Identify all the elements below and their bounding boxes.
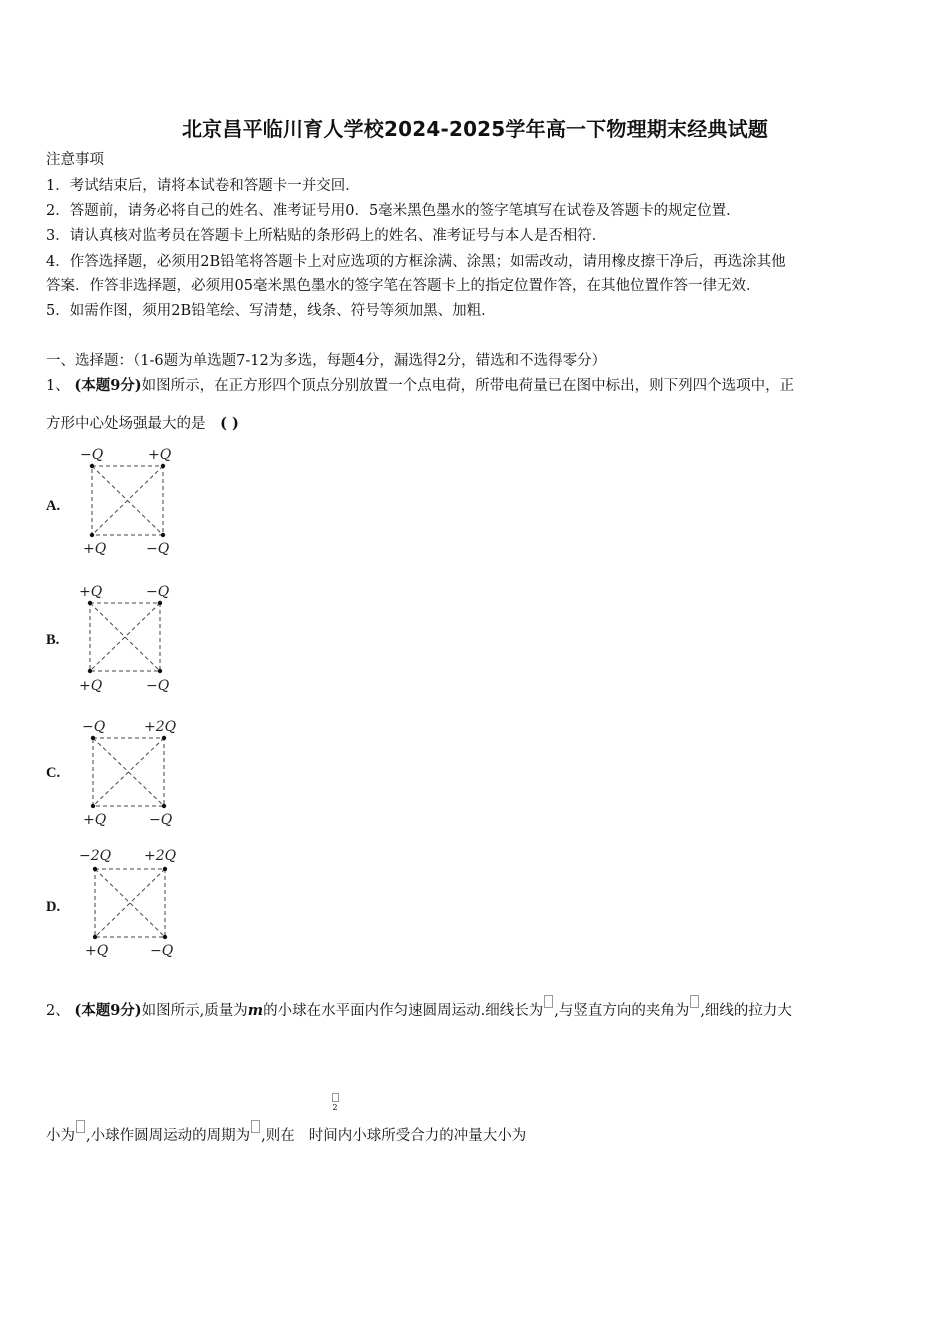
- charge-label: +Q: [83, 541, 107, 557]
- answer-bracket: ( ): [220, 415, 239, 432]
- charge-label: −2Q: [79, 848, 112, 864]
- option-d-label: D.: [46, 899, 61, 915]
- question-text: 的小球在水平面内作匀速圆周运动.细线长为: [263, 1003, 544, 1019]
- charge-label: +Q: [85, 943, 109, 959]
- charge-label: −Q: [146, 678, 170, 694]
- question-text: ,与竖直方向的夹角为: [554, 1003, 690, 1019]
- option-c-figure: [78, 714, 188, 829]
- formula-placeholder: [690, 995, 699, 1008]
- charge-label: −Q: [150, 943, 174, 959]
- option-c-label: C.: [46, 765, 61, 781]
- charge-label: −Q: [80, 447, 104, 463]
- question-2-line1: [46, 995, 792, 1021]
- section-heading: 一、选择题：（1-6题为单选题7-12为多选，每题4分，漏选得2分，错选和不选得零分）: [46, 353, 607, 369]
- fraction-formula: [330, 1093, 340, 1112]
- question-score: (本题9分): [74, 1002, 142, 1019]
- option-b-label: B.: [46, 632, 60, 648]
- charge-label: −Q: [149, 812, 173, 828]
- charge-label: +Q: [79, 584, 103, 600]
- notice-item: 2．答题前，请务必将自己的姓名、准考证号用0．5毫米黑色墨水的签字笔填写在试卷及答题卡的规定位置．: [46, 203, 741, 219]
- mass-symbol: m: [247, 1002, 264, 1019]
- notice-item: 1．考试结束后，请将本试卷和答题卡一并交回．: [46, 178, 360, 194]
- formula-placeholder: [544, 995, 553, 1008]
- question-text: ,小球作圆周运动的周期为: [86, 1128, 251, 1144]
- formula-placeholder: [251, 1120, 260, 1133]
- question-score: (本题9分): [74, 377, 142, 394]
- charge-label: −Q: [146, 541, 170, 557]
- question-text: 小为: [46, 1128, 75, 1144]
- question-text: 方形中心处场强最大的是: [46, 416, 206, 432]
- charge-label: +Q: [83, 812, 107, 828]
- charge-label: +2Q: [144, 719, 177, 735]
- question-1-line1: [46, 376, 794, 396]
- charge-label: +Q: [148, 447, 172, 463]
- question-text: 如图所示，在正方形四个顶点分别放置一个点电荷，所带电荷量已在图中标出，则下列四个选项中，正: [141, 378, 795, 394]
- question-number: 1、: [46, 378, 70, 394]
- question-text: ,则在: [261, 1128, 295, 1144]
- charge-label: +2Q: [144, 848, 177, 864]
- option-a-label: A.: [46, 498, 61, 514]
- question-2-line2: [46, 1120, 526, 1146]
- notice-item: 4．作答选择题，必须用2B铅笔将答题卡上对应选项的方框涂满、涂黑；如需改动，请用橡皮擦干净后，再选涂其他: [46, 254, 786, 270]
- question-text: 如图所示,质量为: [141, 1003, 248, 1019]
- notice-item: 3．请认真核对监考员在答题卡上所粘贴的条形码上的姓名、准考证号与本人是否相符．: [46, 228, 607, 244]
- question-text: 时间内小球所受合力的冲量大小为: [308, 1128, 527, 1144]
- charge-label: −Q: [146, 584, 170, 600]
- notice-heading: 注意事项: [46, 152, 104, 168]
- notice-item: 5．如需作图，须用2B铅笔绘、写清楚，线条、符号等须加黑、加粗．: [46, 303, 496, 319]
- option-a-figure: [78, 444, 188, 559]
- charge-label: −Q: [82, 719, 106, 735]
- fraction-denominator: 2: [332, 1103, 338, 1112]
- option-b-figure: [78, 580, 188, 695]
- question-number: 2、: [46, 1003, 70, 1019]
- notice-item: 答案．作答非选择题，必须用05毫米黑色墨水的签字笔在答题卡上的指定位置作答，在其他位置作答一律无效．: [46, 278, 761, 294]
- charge-label: +Q: [79, 678, 103, 694]
- page-title: 北京昌平临川育人学校2024-2025学年高一下物理期末经典试题: [181, 117, 769, 141]
- formula-placeholder: [332, 1093, 339, 1102]
- question-text: ,细线的拉力大: [700, 1003, 792, 1019]
- option-d-figure: [78, 844, 188, 959]
- formula-placeholder: [76, 1120, 85, 1133]
- question-1-line2: [46, 414, 239, 434]
